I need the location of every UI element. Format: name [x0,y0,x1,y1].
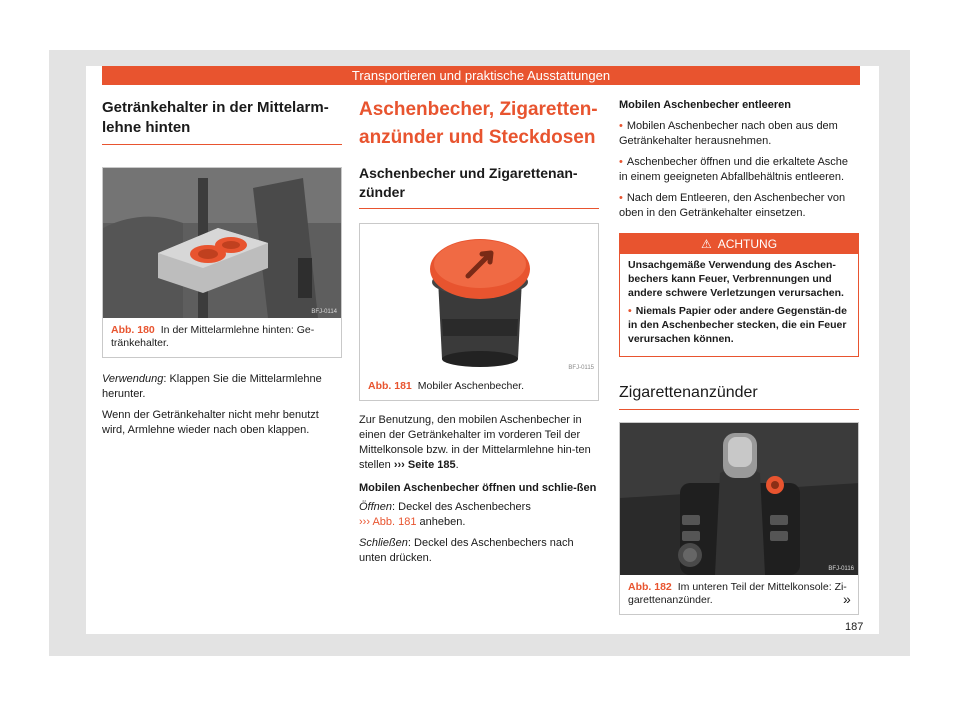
console-lighter-illustration [620,423,858,575]
figure-code: BFJ-0115 [568,365,594,371]
bullet-text: Aschenbecher öffnen und die erkaltete Asche in einem geeigneten Abfallbehältnis entleeren. [619,156,849,183]
bullet-icon: • [619,120,623,132]
bullet-item [619,155,859,185]
figure-180 [102,167,342,358]
caption-text: In der Mittelarmlehne hinten: Ge-tränkehalter. [111,324,315,349]
figure-code: BFJ-0114 [311,309,337,315]
column-right [619,92,859,615]
bullet-icon: • [619,192,623,204]
warning-box [619,233,859,357]
caption-text: Mobiler Aschenbecher. [417,380,524,392]
period: . [455,459,459,471]
warning-bullet-text: Niemals Papier oder andere Gegenstän-de in den Aschenbecher stecken, die ein Feuer verursachen können. [628,305,847,345]
figure-caption [360,374,598,400]
warning-triangle-icon: ⚠ [700,237,712,251]
section-title-drink-holder: Getränkehalter in der Mittelarm-lehne hinten [102,98,342,145]
open-label: Öffnen [359,501,393,513]
figure-181 [359,223,599,401]
ashtray-illustration [360,224,598,374]
paragraph-usage [102,372,342,402]
page-ref-link[interactable]: ››› Seite 185 [393,459,456,471]
paragraph-usage [359,413,599,473]
close-label: Schließen [359,537,408,549]
warning-header [620,234,858,254]
warning-bullet [628,304,850,346]
figure-caption [103,318,341,357]
close-text: : Deckel des Aschenbechers nach unten drücken. [359,537,574,564]
paragraph-fold-up: Wenn der Getränkehalter nicht mehr benutzt wird, Armlehne wieder nach oben klappen. [102,409,319,436]
usage-text: : Klappen Sie die Mittelarmlehne herunter. [102,373,322,400]
heading-open-close: Mobilen Aschenbecher öffnen und schlie-ßen [359,482,597,494]
figure-label: Abb. 181 [368,380,412,392]
warning-title: ACHTUNG [717,237,778,251]
subsection-title: Aschenbecher und Zigarettenan-zünder [359,164,599,209]
open-end: anheben. [416,516,466,528]
chapter-header: Transportieren und praktische Ausstattungen [102,66,860,85]
continue-marker: » [843,591,851,607]
page-number: 187 [845,621,864,633]
bullet-text: Mobilen Aschenbecher nach oben aus dem Getränkehalter herausnehmen. [619,120,838,147]
bullet-item [619,191,859,221]
photo-cigarette-lighter [620,423,858,575]
main-title: Aschenbecher, Zigaretten-anzünder und Steckdosen [359,99,598,148]
caption-text: Im unteren Teil der Mittelkonsole: Zi-garettenanzünder. [628,581,847,606]
figure-caption [620,575,858,614]
usage-label: Verwendung [102,373,164,385]
paragraph-open [359,500,599,530]
section-title-lighter: Zigarettenanzünder [619,383,859,410]
photo-ashtray [360,224,598,374]
paragraph-close [359,536,599,566]
armrest-cupholder-illustration [103,168,341,318]
bullet-text: Nach dem Entleeren, den Aschenbecher von oben in den Getränkehalter einsetzen. [619,192,846,219]
column-left [102,92,342,438]
figure-182 [619,422,859,615]
photo-armrest-cupholder [103,168,341,318]
bullet-icon: • [628,305,632,317]
column-middle [359,92,599,566]
open-text: : Deckel des Aschenbechers [392,501,531,513]
figure-label: Abb. 180 [111,324,155,336]
figure-ref-link[interactable]: ››› Abb. 181 [359,516,417,528]
warning-text: Unsachgemäße Verwendung des Aschen-bechers kann Feuer, Verbrennungen und andere schwere Verletzungen verursachen. [628,259,844,299]
heading-empty-ashtray: Mobilen Aschenbecher entleeren [619,99,791,111]
warning-body [620,254,858,356]
usage-text: Zur Benutzung, den mobilen Aschenbecher in einen der Getränkehalter im vorderen Teil der Mittelkonsole bzw. in der Mittelarmlehne hin-ten stellen [359,414,591,471]
bullet-icon: • [619,156,623,168]
figure-label: Abb. 182 [628,581,672,593]
figure-code: BFJ-0116 [828,566,854,572]
bullet-item [619,119,859,149]
